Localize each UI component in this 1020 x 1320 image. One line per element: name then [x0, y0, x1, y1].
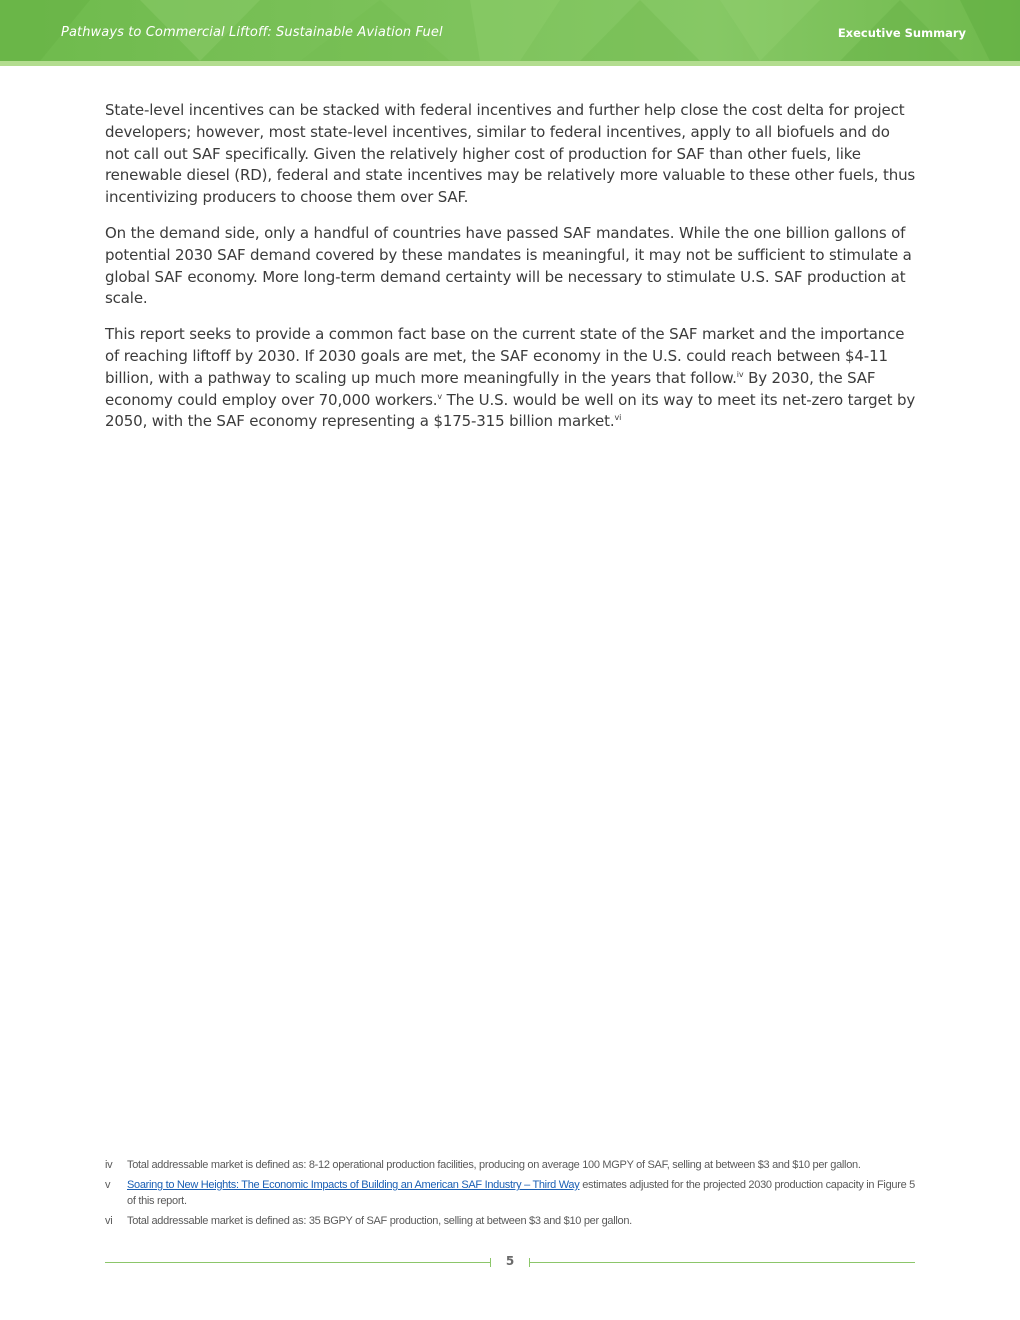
paragraph-report-purpose	[105, 324, 917, 433]
footnote-mark: v	[105, 1179, 111, 1191]
page-footer	[105, 1252, 915, 1272]
footnote-text: Total addressable market is defined as: 8-12 operational production facilities, producing on average 100 MGPY of SAF, selling at between $3 and $10 per gallon.	[127, 1159, 861, 1171]
paragraph-text: The U.S. would be well on its way to meet its net-zero target by 2050, with the SAF economy representing a $175-315 billion market.	[105, 390, 916, 431]
header-accent-stripe	[0, 61, 1020, 66]
section-label: Executive Summary	[837, 26, 966, 40]
paragraph-demand-side: On the demand side, only a handful of countries have passed SAF mandates. While the one billion gallons of potential 2030 SAF demand covered by these mandates is meaningful, it may not be sufficient to stimulate a global SAF economy. More long-term demand certainty will be necessary to stimulate U.S. SAF production at scale.	[105, 223, 912, 308]
paragraph-text: By 2030, the SAF economy could employ over 70,000 workers.	[105, 368, 876, 409]
footer-rule-left	[105, 1262, 490, 1263]
footnote-text: estimates adjusted for the projected 2030 production capacity in Figure 5 of this report.	[127, 1179, 915, 1207]
footnote-ref-iv[interactable]: iv	[736, 369, 744, 379]
footnote-vi	[105, 1213, 915, 1229]
footnote-ref-vi[interactable]: vi	[614, 413, 622, 423]
third-way-report-link[interactable]: Soaring to New Heights: The Economic Impacts of Building an American SAF Industry – Third Way	[127, 1179, 580, 1191]
page-number: 5	[505, 1254, 515, 1268]
footnote-mark: iv	[105, 1159, 113, 1171]
footnote-text: Total addressable market is defined as: 35 BGPY of SAF production, selling at between $3 and $10 per gallon.	[127, 1215, 632, 1227]
footer-rule-right	[530, 1262, 915, 1263]
footnotes	[105, 1157, 915, 1233]
page-header-band	[0, 0, 1020, 61]
footnote-ref-v[interactable]: v	[437, 391, 442, 401]
paragraph-text: This report seeks to provide a common fact base on the current state of the SAF market and the importance of reaching liftoff by 2030. If 2030 goals are met, the SAF economy in the U.S. could reach between $4-11 billion, with a pathway to scaling up much more meaningfully in the years that follow.	[105, 325, 905, 387]
body-text	[105, 100, 917, 447]
footnote-mark: vi	[105, 1215, 113, 1227]
paragraph-state-incentives: State-level incentives can be stacked with federal incentives and further help close the cost delta for project developers; however, most state-level incentives, similar to federal incentives, apply to all biofuels and do not call out SAF specifically. Given the relatively higher cost of production for SAF than other fuels, like renewable diesel (RD), federal and state incentives may be relatively more valuable to these other fuels, thus incentivizing producers to choose them over SAF.	[105, 101, 916, 207]
footnote-iv	[105, 1157, 915, 1173]
footnote-v	[105, 1177, 915, 1209]
report-title: Pathways to Commercial Liftoff: Sustainable Aviation Fuel	[61, 25, 443, 40]
